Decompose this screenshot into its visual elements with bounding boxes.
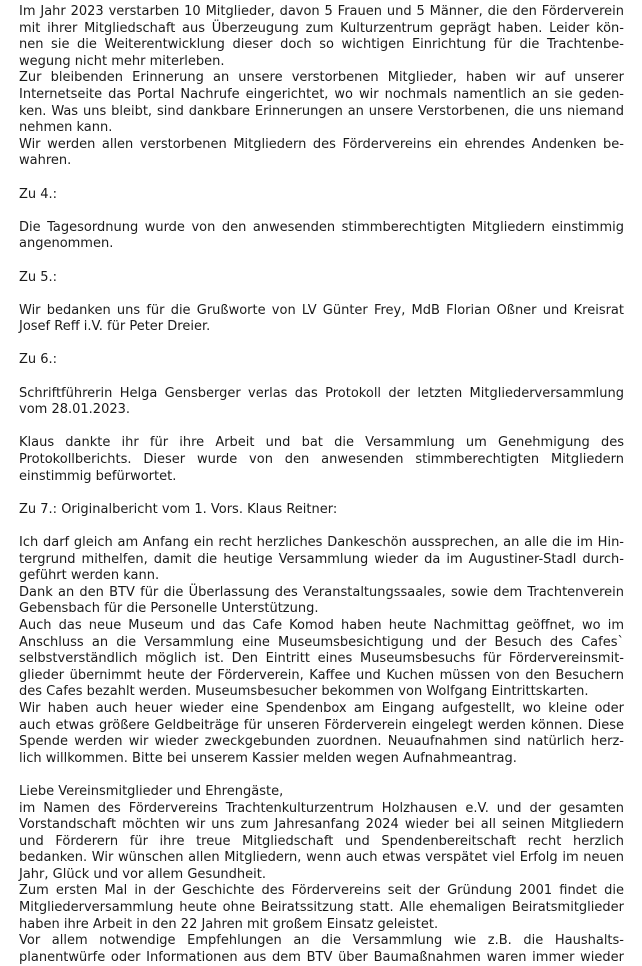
paragraph-spacer (19, 767, 624, 784)
paragraph (19, 187, 624, 204)
text-line: Klaus dankte ihr für ihre Arbeit und bat die Versammlung um Genehmigung des (19, 435, 624, 451)
text-line: Schriftführerin Helga Gensberger verlas das Protokoll der letzten Mitgliederversammlung (19, 385, 624, 401)
paragraph-spacer (19, 336, 624, 353)
text-line: wahren. (19, 153, 72, 169)
paragraph (19, 435, 624, 485)
text-line: Vorstandschaft möchten wir uns zum Jahresanfang 2024 wieder bei all seinen Mitgliedern (19, 817, 624, 833)
text-line: Josef Reff i.V. für Peter Dreier. (19, 319, 211, 335)
paragraph-spacer (19, 419, 624, 436)
paragraph-spacer (19, 253, 624, 270)
text-line: nen sie die Weiterentwicklung dieser doch so wichtigen Einrichtung für die Trachtenbe- (19, 37, 624, 53)
text-line: Gebensbach für die Personelle Unterstützung. (19, 601, 319, 617)
text-line: Die Tagesordnung wurde von den anwesenden stimmberechtigten Mitgliedern einstimmig (19, 219, 624, 235)
paragraph (19, 303, 624, 336)
text-line: Internetseite das Portal Nachrufe eingerichtet, wo wir nochmals namentlich an sie geden- (19, 86, 624, 102)
text-line: Im Jahr 2023 verstarben 10 Mitglieder, davon 5 Frauen und 5 Männer, die den Förderverein (19, 4, 624, 19)
text-line: wegung nicht mehr miterleben. (19, 53, 225, 69)
text-line: Mitgliederversammlung heute ohne Beiratssitzung statt. Alle ehemaligen Beiratsmitglieder (19, 900, 624, 916)
paragraph-spacer (19, 369, 624, 386)
paragraph (19, 352, 624, 369)
text-line: Wir haben auch heuer wieder eine Spendenbox am Eingang aufgestellt, wo kleine oder (19, 700, 624, 716)
text-line: des Cafes bezahlt werden. Museumsbesucher bekommen von Wolfgang Eintrittskarten. (19, 684, 589, 700)
text-line: bedanken. Wir wünschen allen Mitgliedern, wenn auch etwas verspätet viel Erfolg im neuen (19, 850, 624, 866)
text-line: Wir werden allen verstorbenen Mitgliedern des Fördervereins ein ehrendes Andenken be- (19, 136, 624, 152)
paragraph (19, 535, 624, 767)
text-line: Jahr, Glück und vor allem Gesundheit. (19, 866, 267, 882)
text-line: glieder übernimmt heute der Förderverein, Kaffee und Kuchen müssen von den Besuchern (19, 667, 624, 683)
text-line: Liebe Vereinsmitglieder und Ehrengäste, (19, 783, 284, 799)
text-line: lich willkommen. Bitte bei unserem Kassier melden wegen Aufnahmeantrag. (19, 750, 517, 766)
text-line: mit ihrer Mitgliedschaft aus Überzeugung zum Kulturzentrum geprägt haben. Leider kön- (19, 20, 624, 36)
paragraph (19, 386, 624, 419)
text-line: vom 28.01.2023. (19, 402, 131, 418)
text-line: tergrund mithelfen, damit die heutige Versammlung wieder da im Augustiner-Stadl durch- (19, 551, 624, 567)
text-line: Zu 6.: (19, 352, 58, 368)
paragraph (19, 4, 624, 170)
text-line: angenommen. (19, 236, 114, 252)
text-line: planentwürfe oder Informationen aus dem BTV über Baumaßnahmen waren immer wieder (19, 949, 624, 965)
text-line: Protokollberichts. Dieser wurde von den anwesenden stimmberechtigten Mitgliedern (19, 452, 624, 468)
text-line: Wir bedanken uns für die Grußworte von LV Günter Frey, MdB Florian Oßner und Kreisrat (19, 302, 624, 318)
paragraph-spacer (19, 203, 624, 220)
text-line: nehmen kann. (19, 120, 113, 136)
text-line: Zu 4.: (19, 186, 58, 202)
paragraph-spacer (19, 170, 624, 187)
text-line: auch etwas größere Geldbeiträge für unseren Förderverein eingelegt werden können. Diese (19, 717, 624, 733)
text-line: und Förderern für ihre treue Mitgliedschaft und Spendenbereitschaft recht herzlich (19, 833, 624, 849)
paragraph (19, 270, 624, 287)
paragraph (19, 502, 624, 519)
text-line: im Namen des Fördervereins Trachtenkulturzentrum Holzhausen e.V. und der gesamten (19, 800, 624, 816)
text-line: Dank an den BTV für die Überlassung des Veranstaltungssaales, sowie dem Trachtenverein (19, 584, 624, 600)
document-page (19, 4, 624, 966)
paragraph (19, 220, 624, 253)
paragraph-spacer (19, 286, 624, 303)
text-line: Zu 5.: (19, 269, 58, 285)
text-line: Ich darf gleich am Anfang ein recht herzliches Dankeschön aussprechen, an alle die im Hin- (19, 535, 624, 550)
paragraph (19, 784, 624, 966)
paragraph-spacer (19, 518, 624, 535)
text-line: Spende werden wir wieder zweckgebunden zuordnen. Neuaufnahmen sind natürlich herz- (19, 734, 624, 750)
text-line: geführt werden kann. (19, 568, 160, 584)
text-line: Vor allem notwendige Empfehlungen an die Versammlung wie z.B. die Haushalts- (19, 933, 624, 949)
text-line: haben ihre Arbeit in den 22 Jahren mit großem Einsatz geleistet. (19, 916, 439, 932)
paragraph-spacer (19, 485, 624, 502)
text-line: Auch das neue Museum und das Cafe Komod haben heute Nachmittag geöffnet, wo im (19, 617, 624, 633)
text-line: Zum ersten Mal in der Geschichte des Fördervereins seit der Gründung 2001 findet die (19, 883, 624, 899)
text-line: Zur bleibenden Erinnerung an unsere verstorbenen Mitglieder, haben wir auf unserer (19, 70, 624, 86)
text-line: ken. Was uns bleibt, sind dankbare Erinnerungen an unsere Verstorbenen, die uns niemand (19, 103, 624, 119)
text-line: einstimmig befürwortet. (19, 468, 177, 484)
text-line: Anschluss an die Versammlung eine Museumsbesichtigung und der Besuch des Cafes` (19, 634, 624, 650)
text-line: Zu 7.: Originalbericht vom 1. Vors. Klaus Reitner: (19, 501, 338, 517)
text-line: selbstverständlich möglich ist. Den Eintritt eines Museumsbesuchs für Fördervereinsmit- (19, 651, 624, 667)
